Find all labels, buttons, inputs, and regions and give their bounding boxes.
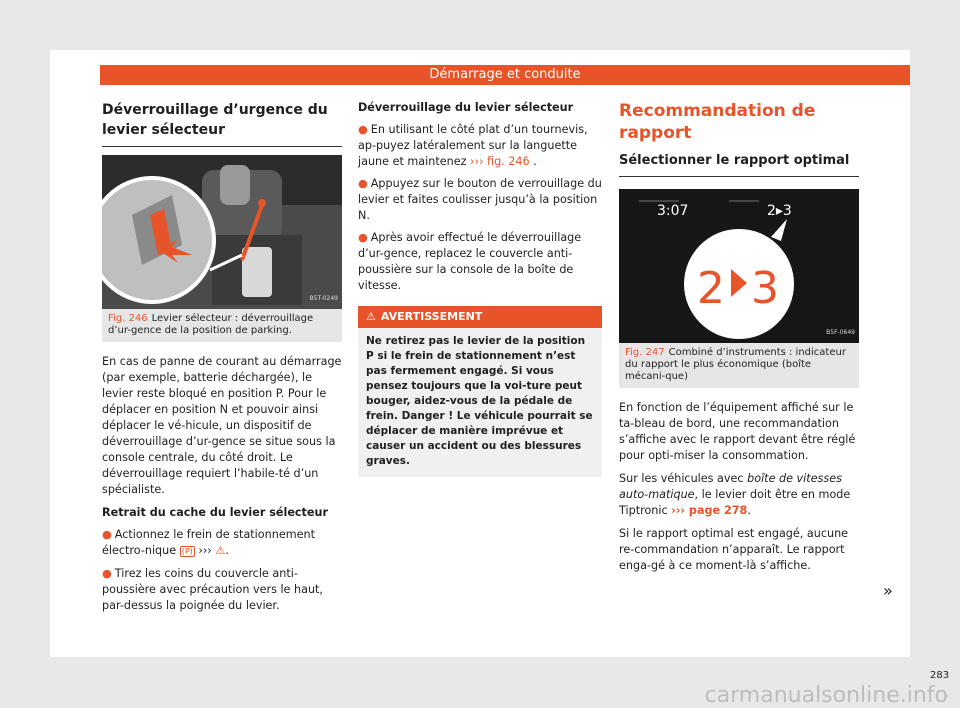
bullet-text: Appuyez sur le bouton de verrouillage du levier et faites coulisser jusqu’à la position N.: [358, 177, 602, 222]
bullet-replace-cover: [358, 230, 602, 294]
column-1: [102, 100, 342, 620]
cluster-gear-small: 2▸3: [767, 203, 792, 219]
figure-code: B5T-0249: [309, 295, 338, 302]
bullet-text: Tirez les coins du couvercle anti-poussière avec précaution vers le haut, par-dessus la poignée du levier.: [102, 567, 323, 612]
continue-arrow-icon: »: [883, 581, 893, 600]
text-post: , le levier doit être en mode Tiptronic: [619, 488, 851, 517]
watermark: carmanualsonline.info: [704, 683, 948, 708]
bullet-lock-button: [358, 176, 602, 224]
warning-box: [358, 306, 602, 477]
instrument-cluster-illustration: [619, 189, 859, 343]
section-heading-gear-recommendation: Recommandation de rapport: [619, 101, 816, 143]
section-heading-emergency-unlock: Déverrouillage d’urgence du levier sélecteur: [102, 100, 342, 147]
warning-header: [358, 306, 602, 328]
subheading-optimal-gear: Sélectionner le rapport optimal: [619, 152, 859, 177]
page-number: 283: [930, 670, 950, 681]
figure-caption-text: Combiné d’instruments : indicateur du rapport le plus économique (boîte mécani-que): [625, 347, 846, 382]
subheading-remove-cover: Retrait du cache du levier sélecteur: [102, 506, 328, 519]
bullet-dot-icon: ●: [358, 231, 368, 244]
page-header: Démarrage et conduite: [100, 65, 910, 85]
paragraph-automatic: Sur les véhicules avec boîte de vitesses auto-matique, le levier doit être en mode Tiptronic ››› page 278.: [619, 472, 851, 517]
figure-246-link[interactable]: ››› fig. 246: [470, 155, 530, 168]
selector-lever-illustration: [102, 155, 342, 309]
paragraph-intro: En cas de panne de courant au démarrage (par exemple, batterie déchargée), le levier reste bloqué en position P. Pour le déplacer en position N et pouvoir ainsi déplacer le vé-hicule, un dispositif de déverrouillage d’ur-gence se situe sous la console centrale, du côté droit. Le déverrouillage requiert l’habile-té d’un spécialiste.: [102, 355, 342, 496]
bullet-dot-icon: ●: [102, 528, 112, 541]
parking-brake-icon: (P): [181, 547, 193, 556]
cluster-gear-to: 3: [751, 263, 779, 314]
warning-triangle-icon: ⚠: [366, 310, 376, 323]
bullet-dot-icon: ●: [358, 177, 368, 190]
cluster-time: 3:07: [657, 203, 689, 219]
figure-247-image: [619, 189, 859, 343]
paragraph-engaged: Si le rapport optimal est engagé, aucune re-commandation n’apparaît. Le rapport enga-gé à ce moment-là s’affiche.: [619, 527, 849, 572]
bullet-text: Après avoir effectué le déverrouillage d’ur-gence, replacez le couvercle anti-poussière sur la console de la boîte de vitesse.: [358, 231, 582, 292]
column-3: [619, 100, 859, 581]
cluster-gear-from: 2: [697, 263, 725, 314]
figure-246-caption: [102, 309, 342, 342]
figure-247-caption: [619, 343, 859, 388]
paragraph-recommendation: En fonction de l’équipement affiché sur le ta-bleau de bord, une recommandation s’affiche avec le rapport devant être réglé pour opti-miser la consommation.: [619, 401, 856, 462]
figure-caption-text: Levier sélecteur : déverrouillage d’ur-gence de la position de parking.: [108, 313, 314, 336]
warning-text: Ne retirez pas le levier de la position P si le frein de stationnement n’est pas fermement engagé. Si vous pensez toujours que la voi-ture peut bouger, aidez-vous de la pédale de frein. Danger ! Le véhicule pourrait se déplacer de manière imprévue et causer un accident ou des blessures graves.: [366, 335, 593, 467]
figure-number: Fig. 246: [108, 313, 148, 324]
reference-arrows: ›››: [198, 544, 212, 557]
figure-246-image: [102, 155, 342, 309]
bullet-text: Actionnez le frein de stationnement électro-nique: [102, 528, 315, 557]
page: [50, 50, 950, 681]
page-278-link[interactable]: ››› page 278: [671, 504, 748, 517]
bullet-dot-icon: ●: [102, 567, 112, 580]
bullet-dot-icon: ●: [358, 123, 368, 136]
bullet-parking-brake: ● Actionnez le frein de stationnement électro-nique (P) ››› ⚠.: [102, 528, 315, 557]
column-2: [358, 100, 602, 477]
subheading-unlock-lever: Déverrouillage du levier sélecteur: [358, 101, 574, 114]
bullet-dust-cover: [102, 566, 342, 614]
bullet-screwdriver: ● En utilisant le côté plat d’un tournevis, ap-puyez latéralement sur la languette jaune et maintenez ››› fig. 246 .: [358, 123, 588, 168]
figure-code: B5F-0649: [826, 329, 855, 336]
warning-triangle-icon: ⚠: [215, 544, 226, 557]
warning-title: AVERTISSEMENT: [380, 310, 483, 323]
text-italic: boîte de vitesses auto-matique: [619, 472, 842, 501]
figure-number: Fig. 247: [625, 347, 665, 358]
text-pre: Sur les véhicules avec: [619, 472, 744, 485]
bullet-text: En utilisant le côté plat d’un tournevis, ap-puyez latéralement sur la languette jaune et maintenez: [358, 123, 588, 168]
